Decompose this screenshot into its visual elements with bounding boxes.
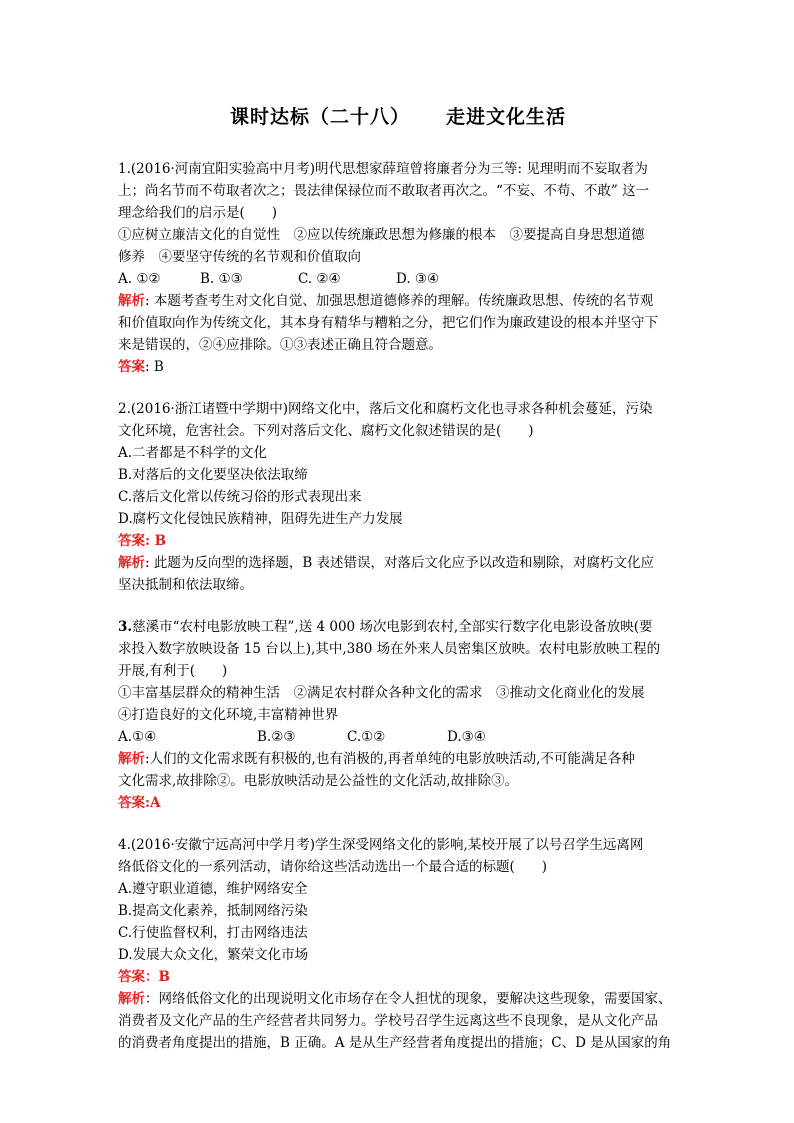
title-main: 课时达标（二十八） — [229, 106, 410, 128]
analysis-text: :人们的文化需求既有积极的,也有消极的,再者单纯的电影放映活动,不可能满足各种 — [145, 751, 635, 767]
analysis-text: 消费者及文化产品的生产经营者共同努力。学校号召学生远离这些不良现象，是从文化产品 — [118, 1013, 658, 1029]
question-3 — [118, 616, 678, 814]
question-stem: 1.(2016·河南宜阳实验高中月考)明代思想家薛瑄曾将廉者分为三等: 见理明而不妄取者为 — [118, 161, 648, 177]
question-stem: 理念给我们的启示是( ) — [118, 205, 278, 221]
option-b: B.②③ — [257, 729, 296, 745]
question-stem: 文化环境，危害社会。下列对落后文化、腐朽文化叙述错误的是( ) — [118, 423, 534, 439]
answer-value: ：B — [145, 969, 170, 985]
answer-line — [118, 530, 678, 552]
answer-line — [118, 792, 678, 814]
answer-line — [118, 966, 678, 988]
answer-value: :A — [145, 795, 161, 811]
option-a: A.遵守职业道德，维护网络安全 — [118, 881, 308, 897]
answer-line — [118, 356, 678, 378]
question-1 — [118, 158, 678, 378]
answer-label: 答案 — [118, 795, 145, 811]
option-c: C.①② — [347, 729, 386, 745]
option-d: D. ③④ — [396, 271, 440, 287]
option-c: C.落后文化常以传统习俗的形式表现出来 — [118, 489, 362, 505]
option-c: C.行使监督权利，打击网络违法 — [118, 925, 308, 941]
question-stem-text: 慈溪市“农村电影放映工程”,送 4 000 场次电影到农村,全部实行数字化电影设备放映(要 — [132, 619, 653, 635]
question-stem: 4.(2016·安徽宁远高河中学月考)学生深受网络文化的影响,某校开展了以号召学生远离网 — [118, 837, 644, 853]
analysis-label: 解析 — [118, 991, 145, 1007]
page-title — [118, 100, 678, 134]
answer-value: : B — [145, 533, 167, 549]
option-d: D.③④ — [447, 729, 486, 745]
question-stem: 2.(2016·浙江诸暨中学期中)网络文化中，落后文化和腐朽文化也寻求各种机会蔓延，污染 — [118, 401, 653, 417]
answer-value: : B — [145, 359, 164, 375]
option-b: B. ①③ — [200, 271, 243, 287]
question-2 — [118, 398, 678, 596]
option-d: D.腐朽文化侵蚀民族精神，阻碍先进生产力发展 — [118, 511, 403, 527]
analysis-text: 和价值取向作为传统文化，其本身有精华与糟粕之分，把它们作为廉政建设的根本并坚守下 — [118, 315, 658, 331]
option-d: D.发展大众文化，繁荣文化市场 — [118, 947, 309, 963]
answer-label: 答案 — [118, 533, 145, 549]
analysis-text: ：网络低俗文化的出现说明文化市场存在令人担忧的现象，要解决这些现象，需要国家、 — [145, 991, 672, 1007]
answer-label: 答案 — [118, 969, 145, 985]
option-a: A.二者都是不科学的文化 — [118, 445, 268, 461]
option-row — [118, 726, 678, 748]
analysis-line — [118, 552, 678, 574]
answer-label: 答案 — [118, 359, 145, 375]
option-row — [118, 268, 678, 290]
analysis-line — [118, 748, 678, 770]
question-stem — [118, 616, 678, 638]
option-b: B.提高文化素养，抵制网络污染 — [118, 903, 308, 919]
analysis-line — [118, 290, 678, 312]
analysis-label: 解析 — [118, 293, 145, 309]
analysis-text: 文化需求,故排除②。电影放映活动是公益性的文化活动,故排除③。 — [118, 773, 519, 789]
title-sub: 走进文化生活 — [446, 106, 567, 128]
option-c: C. ②④ — [298, 271, 341, 287]
question-stem: 上；尚名节而不苟取者次之；畏法律保禄位而不敢取者再次之。“不妄、不苟、不敢” 这一 — [118, 183, 650, 199]
analysis-label: 解析 — [118, 751, 145, 767]
analysis-text: : 本题考查考生对文化自觉、加强思想道德修养的理解。传统廉政思想、传统的名节观 — [145, 293, 654, 309]
statement-line: ④打造良好的文化环境,丰富精神世界 — [118, 707, 339, 723]
document-page — [118, 100, 678, 1074]
question-stem: 络低俗文化的一系列活动，请你给这些活动选出一个最合适的标题( ) — [118, 859, 548, 875]
analysis-text: 来是错误的，②④应排除。①③表述正确且符合题意。 — [118, 337, 442, 353]
option-b: B.对落后的文化要坚决依法取缔 — [118, 467, 308, 483]
statement-line: ①应树立廉洁文化的自觉性 ②应以传统廉政思想为修廉的根本 ③要提高自身思想道德 — [118, 227, 645, 243]
statement-line: ①丰富基层群众的精神生活 ②满足农村群众各种文化的需求 ③推动文化商业化的发展 — [118, 685, 645, 701]
analysis-text: 的消费者角度提出的措施，B 正确。A 是从生产经营者角度提出的措施；C、D 是从国家的角 — [118, 1035, 672, 1051]
option-a: A. ①② — [118, 271, 161, 287]
analysis-line — [118, 988, 678, 1010]
question-stem: 开展,有利于( ) — [118, 663, 228, 679]
option-a: A.①④ — [118, 729, 157, 745]
analysis-label: 解析 — [118, 555, 145, 571]
question-stem: 求投入数字放映设备 15 台以上),其中,380 场在外来人员密集区放映。农村电影放映工程的 — [118, 641, 661, 657]
question-4 — [118, 834, 678, 1054]
statement-line: 修养 ④要坚守传统的名节观和价值取向 — [118, 249, 361, 265]
analysis-text: 坚决抵制和依法取缔。 — [118, 577, 253, 593]
question-number: 3. — [118, 619, 133, 635]
analysis-text: : 此题为反向型的选择题，B 表述错误，对落后文化应予以改造和剔除，对腐朽文化应 — [145, 555, 655, 571]
